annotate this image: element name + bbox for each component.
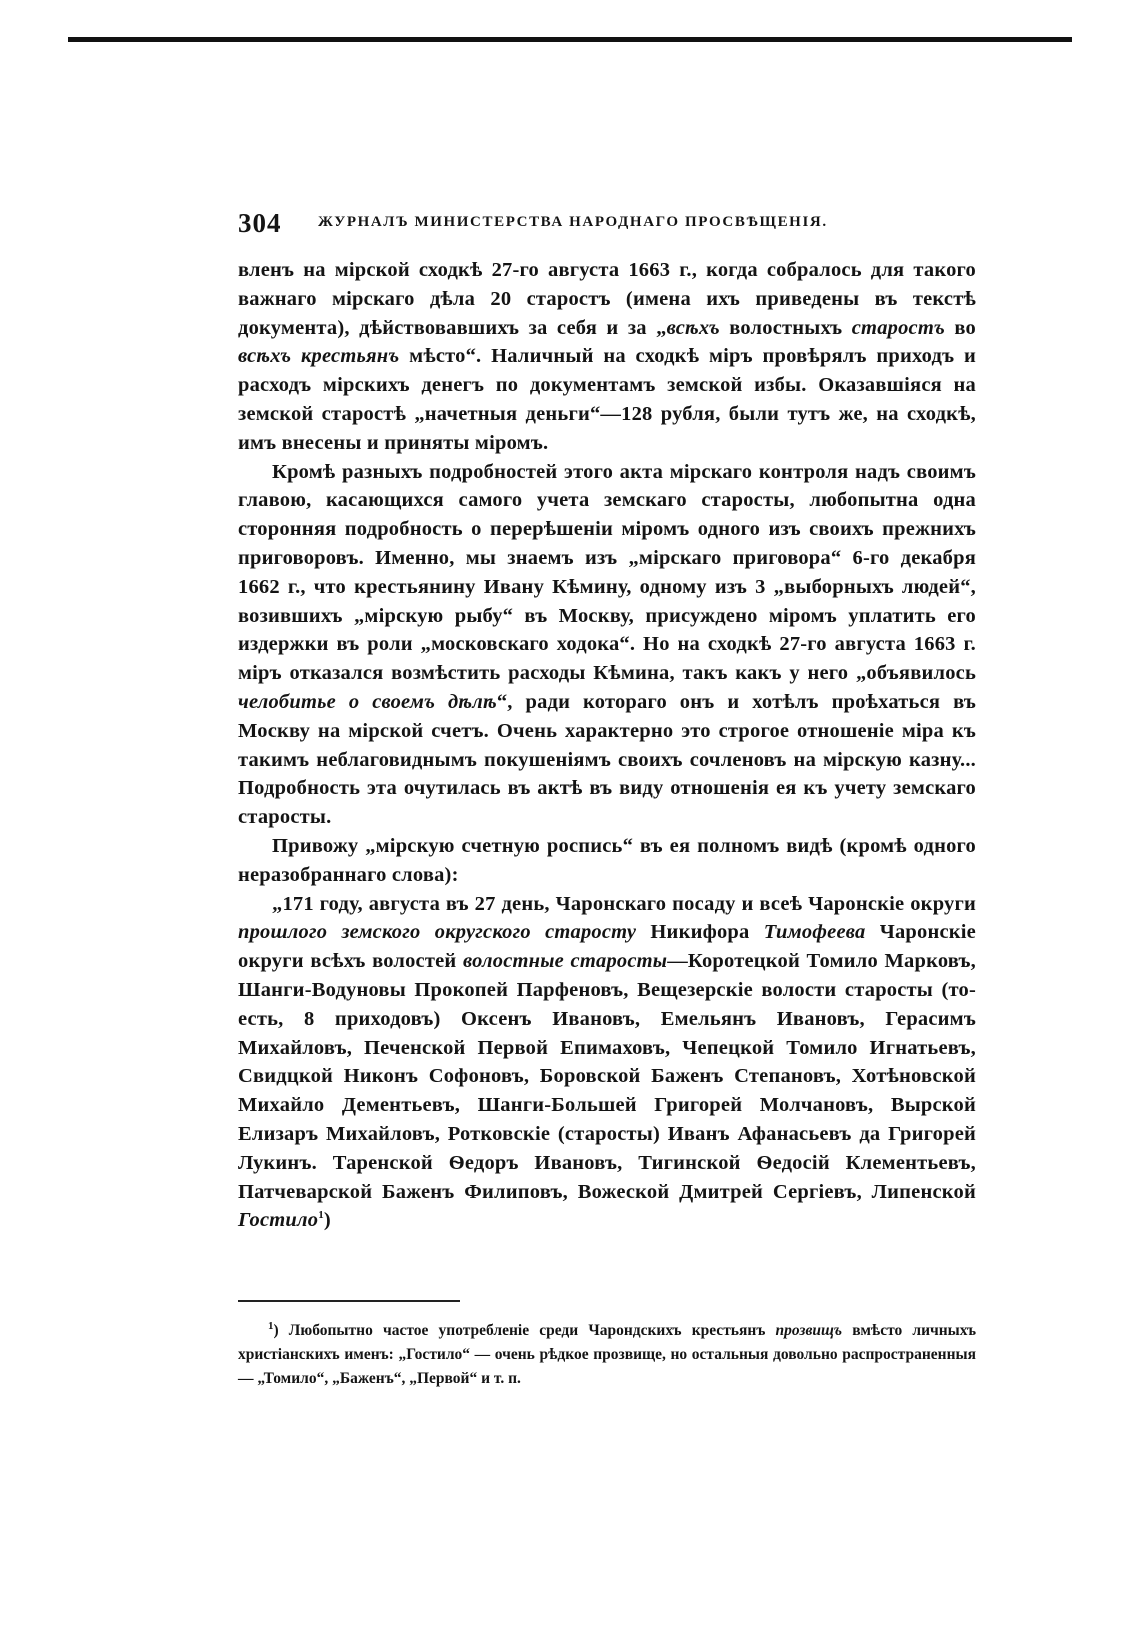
body-text — [238, 256, 976, 1235]
page-header — [238, 208, 978, 238]
paragraph-3: Привожу „мірскую счетную роспись“ въ ея полномъ видѣ (кромѣ одного неразобраннаго слова): — [238, 834, 976, 886]
running-title: ЖУРНАЛЪ МИНИСТЕРСТВА НАРОДНАГО ПРОСВѢЩЕНІЯ. — [318, 214, 828, 230]
paragraph-2: Кромѣ разныхъ подробностей этого акта мірскаго контроля надъ своимъ главою, касающихся самого учета земскаго старосты, любопытна одна сторонняя подробность о перерѣшеніи міромъ одного изъ своихъ прежнихъ приговоровъ. Именно, мы знаемъ изъ „мірскаго приговора“ 6-го декабря 1662 г., что крестьянину Ивану Кѣмину, одному изъ 3 „выборныхъ людей“, возившихъ „мірскую рыбу“ въ Москву, присуждено міромъ уплатить его издержки въ роли „московскаго ходока“. Но на сходкѣ 27-го августа 1663 г. міръ отказался возмѣстить расходы Кѣмина, такъ какъ у него „объявилось челобитье о своемъ дѣлѣ“, ради котораго онъ и хотѣлъ проѣхаться въ Москву на мірской счетъ. Очень характерно это строгое отношеніе міра къ такимъ неблаговиднымъ покушеніямъ своихъ сочленовъ на мірскую казну... Подробность эта очутилась въ актѣ въ виду отношенія ея къ учету земскаго старосты. — [238, 460, 976, 829]
top-rule — [68, 37, 1072, 42]
footnote-mark: 1 — [268, 1319, 274, 1332]
footnote: $^1$) Любопытно частое употребленіе среди Чарондскихъ крестьянъ прозвищъ вмѣсто личныхъ христіанскихъ именъ: „Гостило“ — очень рѣдкое прозвище, но остальныя довольно распространенныя — „Томило“, „Баженъ“, „Первой“ и т. п. — [238, 1319, 976, 1387]
footnote-rule — [238, 1300, 460, 1302]
paragraph-1: вленъ на мірской сходкѣ 27-го августа 1663 г., когда собралось для такого важнаго мірскаго дѣла 20 старостъ (имена ихъ приведены въ текстѣ документа), дѣйствовавшихъ за себя и за „всѣхъ волостныхъ старостъ во всѣхъ крестьянъ мѣсто“. Наличный на сходкѣ міръ провѣрялъ приходъ и расходъ мірскихъ денегъ по документамъ земской избы. Оказавшіяся на земской старостѣ „начетныя деньги“—128 рубля, были тутъ же, на сходкѣ, имъ внесены и приняты міромъ. — [238, 259, 977, 454]
paragraph-4: „171 году, августа въ 27 день, Чаронскаго посаду и всеѣ Чаронскіе округи прошлого земского округского старосту Никифора Тимофеева Чаронскіе округи всѣхъ волостей волостные старосты—Коротецкой Томило Марковъ, Шанги-Водуновы Прокопей Парфеновъ, Вещезерскіе волости старосты (то-есть, 8 приходовъ) Оксенъ Ивановъ, Емельянъ Ивановъ, Герасимъ Михайловъ, Печенской Первой Епимаховъ, Чепецкой Томило Игнатьевъ, Свидцкой Никонъ Софоновъ, Боровской Баженъ Степановъ, Хотѣновской Михайло Дементьевъ, Шанги-Большей Григорей Молчановъ, Вырской Елизаръ Михайловъ, Ротковскіе (старосты) Иванъ Афанасьевъ да Григорей Лукинъ. Таренской Ѳедоръ Ивановъ, Тигинской Ѳедосій Клементьевъ, Патчеварской Баженъ Филиповъ, Вожеской Дмитрей Сергіевъ, Липенской Гостило$^1$) — [238, 892, 977, 1232]
page-number: 304 — [238, 208, 282, 238]
footnote-reference: 1 — [318, 1209, 324, 1222]
